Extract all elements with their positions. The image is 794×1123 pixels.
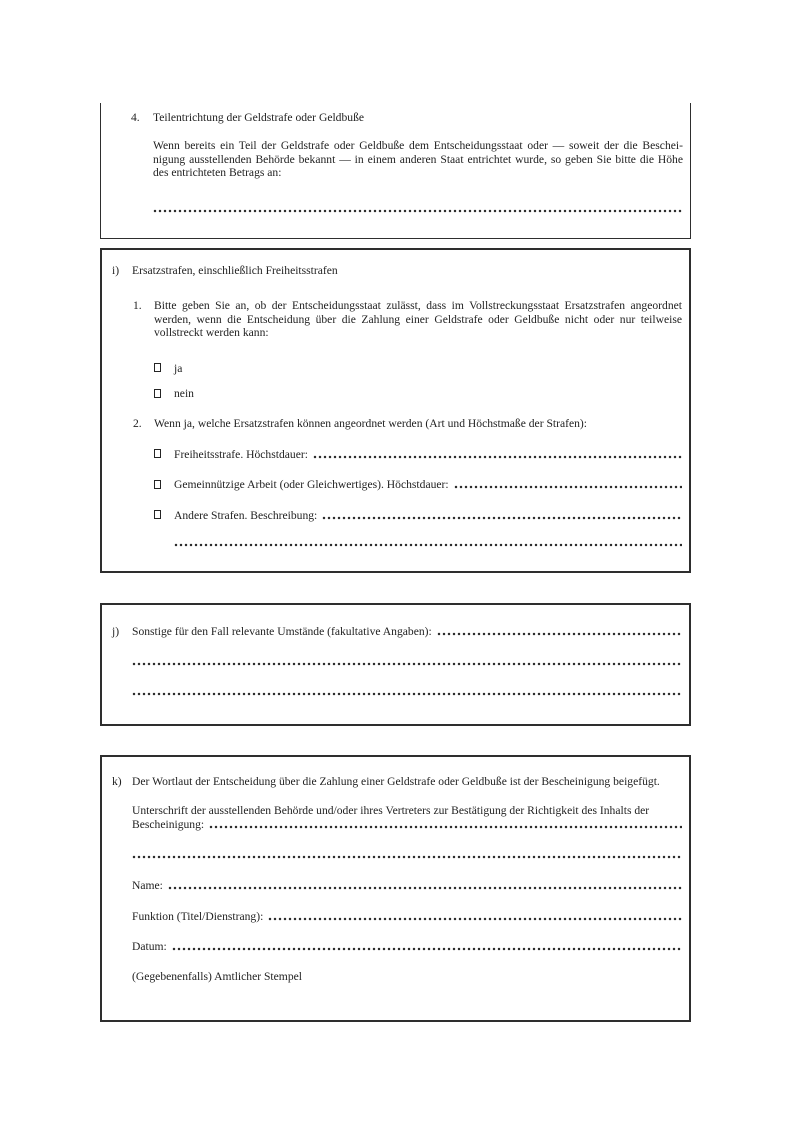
section-k-heading — [112, 775, 682, 788]
option-ja-label: ja — [174, 361, 183, 375]
item-1 — [133, 299, 682, 339]
date-field-row — [132, 940, 682, 953]
option-freiheitsstrafe-label: Freiheitsstrafe. Höchstdauer: — [174, 447, 308, 461]
signature-line — [132, 818, 682, 831]
item-2-number: 2. — [133, 417, 142, 431]
section-4-number: 4. — [131, 111, 140, 124]
name-field-label: Name: — [132, 879, 163, 893]
signature-paragraph — [132, 804, 682, 831]
section-j-heading — [112, 625, 682, 638]
option-nein-label: nein — [174, 387, 194, 401]
name-field-row — [132, 879, 682, 892]
item-2 — [133, 417, 682, 430]
date-answer-line[interactable] — [172, 940, 682, 953]
section-k-signature-box — [100, 755, 691, 1022]
section-k-letter: k) — [112, 775, 122, 788]
section-i-title: Ersatzstrafen, einschließlich Freiheitsstrafen — [132, 264, 338, 277]
signature-answer-line[interactable] — [209, 818, 682, 831]
other-circumstances-answer-line-3[interactable] — [132, 685, 682, 698]
option-gemeinnuetzige-arbeit — [154, 478, 682, 491]
signature-answer-line-2[interactable] — [132, 848, 682, 861]
option-gemeinnuetzige-arbeit-label: Gemeinnützige Arbeit (oder Gleichwertiges). Höchstdauer: — [174, 478, 449, 492]
item-1-number: 1. — [133, 299, 142, 313]
function-field-row — [132, 910, 682, 923]
freiheitsstrafe-duration-answer-line[interactable] — [313, 448, 682, 461]
section-4-partial-payment-box — [100, 103, 691, 239]
option-andere-strafen-label: Andere Strafen. Beschreibung: — [174, 508, 318, 522]
section-i-alternative-sanctions-box — [100, 248, 691, 573]
checkbox-ja[interactable] — [154, 363, 161, 372]
name-answer-line[interactable] — [168, 879, 682, 892]
section-k-attachment-text: Der Wortlaut der Entscheidung über die Zahlung einer Geldstrafe oder Geldbuße ist der Bescheinigung beigefügt. — [132, 775, 660, 788]
item-2-text: Wenn ja, welche Ersatzstrafen können angeordnet werden (Art und Höchstmaße der Strafen): — [154, 417, 588, 431]
option-ja — [154, 362, 682, 375]
other-circumstances-answer-line-2[interactable] — [132, 655, 682, 668]
checkbox-gemeinnuetzige-arbeit[interactable] — [154, 480, 161, 489]
gemeinnuetzige-arbeit-duration-answer-line[interactable] — [454, 478, 682, 491]
checkbox-freiheitsstrafe[interactable] — [154, 449, 161, 458]
section-j-other-circumstances-box — [100, 603, 691, 726]
checkbox-andere-strafen[interactable] — [154, 510, 161, 519]
date-field-label: Datum: — [132, 940, 167, 954]
section-i-heading — [112, 264, 682, 277]
option-nein — [154, 387, 682, 400]
andere-strafen-description-answer-line[interactable] — [322, 509, 682, 522]
option-freiheitsstrafe — [154, 448, 682, 461]
signature-label: Bescheinigung: — [132, 817, 205, 831]
signature-text: Unterschrift der ausstellenden Behörde und/oder ihres Vertreters zur Bestätigung der Richtigkeit des Inhalts der — [132, 804, 650, 818]
section-j-label: Sonstige für den Fall relevante Umstände (fakultative Angaben): — [132, 625, 432, 638]
section-4-title: Teilentrichtung der Geldstrafe oder Geldbuße — [153, 111, 365, 124]
item-1-text: Bitte geben Sie an, ob der Entscheidungsstaat zulässt, dass im Vollstreckungsstaat Ersatzstrafen angeordnet werden, wenn die Entscheidung über die Zahlung einer Geldstrafe oder Geldbuße nicht oder nur teilweise vollstreckt werden kann: — [154, 299, 682, 340]
other-circumstances-answer-line[interactable] — [437, 625, 682, 638]
section-i-letter: i) — [112, 264, 120, 277]
checkbox-nein[interactable] — [154, 389, 161, 398]
andere-strafen-description-continuation-line[interactable] — [174, 536, 682, 549]
section-j-letter: j) — [112, 625, 120, 638]
function-answer-line[interactable] — [268, 910, 682, 923]
section-4-heading — [131, 111, 683, 124]
section-4-body: Wenn bereits ein Teil der Geldstrafe oder Geldbuße dem Entscheidungsstaat oder — soweit der die Bescheinigung ausstellenden Behörde bekannt — in einem anderen Staat entrichtet wurde, so geben Sie bitte die Höhe des entrichteten Betrags an: — [153, 139, 683, 180]
official-stamp-note: (Gegebenenfalls) Amtlicher Stempel — [132, 970, 302, 984]
function-field-label: Funktion (Titel/Dienstrang): — [132, 909, 264, 923]
option-andere-strafen — [154, 509, 682, 522]
amount-paid-answer-line[interactable] — [153, 202, 683, 215]
